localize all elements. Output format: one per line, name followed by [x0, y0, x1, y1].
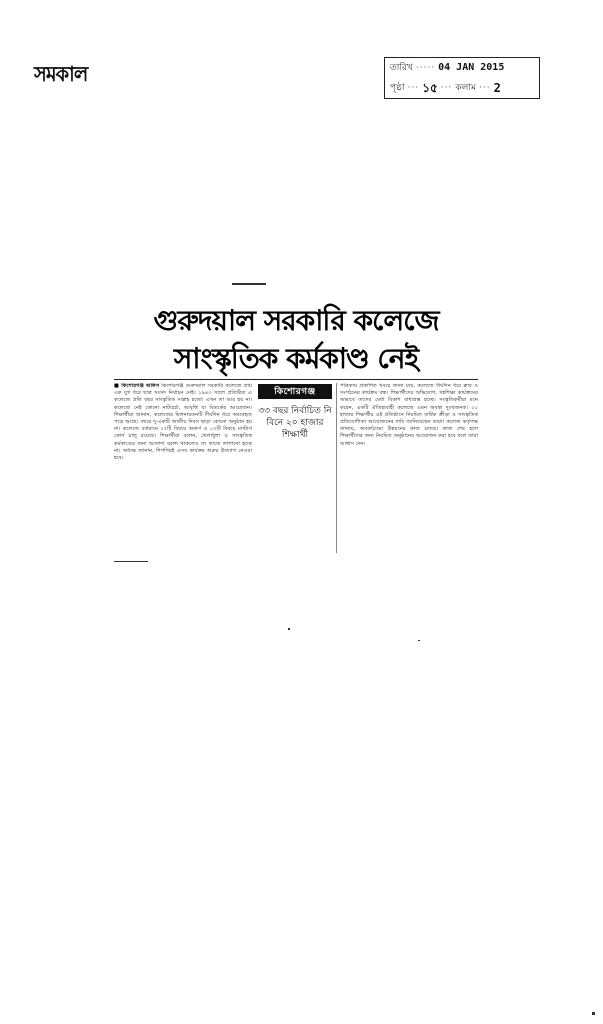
- byline: ■ কিশোরগঞ্জ অফিস: [114, 383, 160, 389]
- stamp-column-label: কলাম: [455, 82, 476, 93]
- stamp-dots: ···: [440, 82, 453, 93]
- stamp-page-row: [390, 82, 501, 94]
- stamp-dots: ·····: [415, 62, 436, 73]
- column-1-body: কিশোরগঞ্জ গুরুদয়াল সরকারি কলেজে প্রায় এক যুগ ধরে ছাত্র সংসদ নির্বাচন নেই। ১৯৪৩ সালে প্রতিষ্ঠিত এ কলেজে প্রতি বছর সাংস্কৃতিক সপ্তাহ হতো। এখন তা আর হয় না। কলেজে নেই কোনো নাট্যচর্চা, আবৃত্তি বা বিতর্কের আয়োজন। শিক্ষার্থীরা জানান, কলেজের মিলনায়তনটি দীর্ঘদিন ধরে অব্যবহৃত পড়ে আছে। বছরে দু-একটি জাতীয় দিবস ছাড়া কোনো অনুষ্ঠান হয় না। কলেজে বর্তমানে ১৭টি বিষয়ে অনার্স ও ১৩টি বিষয়ে মাস্টার্স কোর্স চালু রয়েছে। শিক্ষার্থীরা বলেন, খেলাধুলা ও সাংস্কৃতিক কর্মকাণ্ডের জন্য আলাদা বরাদ্দ থাকলেও তা কাজে লাগানো হচ্ছে না। অধ্যক্ষ জানান, শিগগিরই এসব কার্যক্রম শুরুর উদ্যোগ নেওয়া হবে।: [114, 383, 252, 462]
- article-column-1: [114, 383, 252, 561]
- newspaper-masthead: সমকাল: [34, 62, 88, 86]
- headline-line-2: সাংস্কৃতিক কর্মকাণ্ড নেই: [173, 342, 419, 375]
- headline-rule: [114, 379, 478, 380]
- rule-mark: [232, 283, 266, 285]
- scan-speck: [418, 640, 420, 641]
- stamp-dots: ···: [407, 82, 420, 93]
- rule-mark: [114, 561, 148, 562]
- stamp-column-value: 2: [493, 81, 501, 95]
- stamp-dots: ···: [478, 82, 491, 93]
- article-column-3: [340, 383, 478, 555]
- news-clipping: [114, 283, 478, 565]
- location-kicker: কিশোরগঞ্জ: [258, 384, 332, 399]
- stamp-date-row: [390, 63, 504, 73]
- stamp-date-label: তারিখ: [390, 62, 413, 73]
- stamp-page-value: ১৫: [422, 81, 438, 95]
- headline-line-1: গুরুদয়াল সরকারি কলেজে: [153, 304, 439, 337]
- column-3-body: পত্রিকায় প্রকাশিত খবরে জানা যায়, কলেজে দীর্ঘদিন ধরে ক্লাব ও সংগঠনের কার্যক্রম বন্ধ। শিক্ষার্থীদের অভিযোগ, সহশিক্ষা কার্যক্রমের অভাবে তাদের মেধা বিকাশ বাধাগ্রস্ত হচ্ছে। সংস্কৃতিকর্মীরা মনে করেন, একটি ঐতিহ্যবাহী কলেজে এমন অবস্থা দুঃখজনক। ২০ হাজার শিক্ষার্থীর এই প্রতিষ্ঠানে নিয়মিত বার্ষিক ক্রীড়া ও সাংস্কৃতিক প্রতিযোগিতা আয়োজনের দাবি জানিয়েছেন তারা। কলেজ কর্তৃপক্ষ জানায়, অবকাঠামো উন্নয়নের কাজ চলছে। কাজ শেষ হলে শিক্ষার্থীদের জন্য নিয়মিত অনুষ্ঠানের আয়োজন করা হবে বলে তারা আশ্বাস দেন।: [340, 383, 478, 447]
- scan-speck: [288, 628, 290, 630]
- pull-quote: ৩৩ বছর নির্বাচিত নি বিনে ২০ হাজার শিক্ষার্থী: [258, 406, 332, 440]
- stamp-date-value: 04 JAN 2015: [438, 62, 505, 73]
- column-divider: [336, 383, 337, 553]
- scan-speck: [592, 1012, 595, 1015]
- stamp-page-label: পৃষ্ঠা: [390, 82, 405, 93]
- archive-stamp: [384, 57, 540, 99]
